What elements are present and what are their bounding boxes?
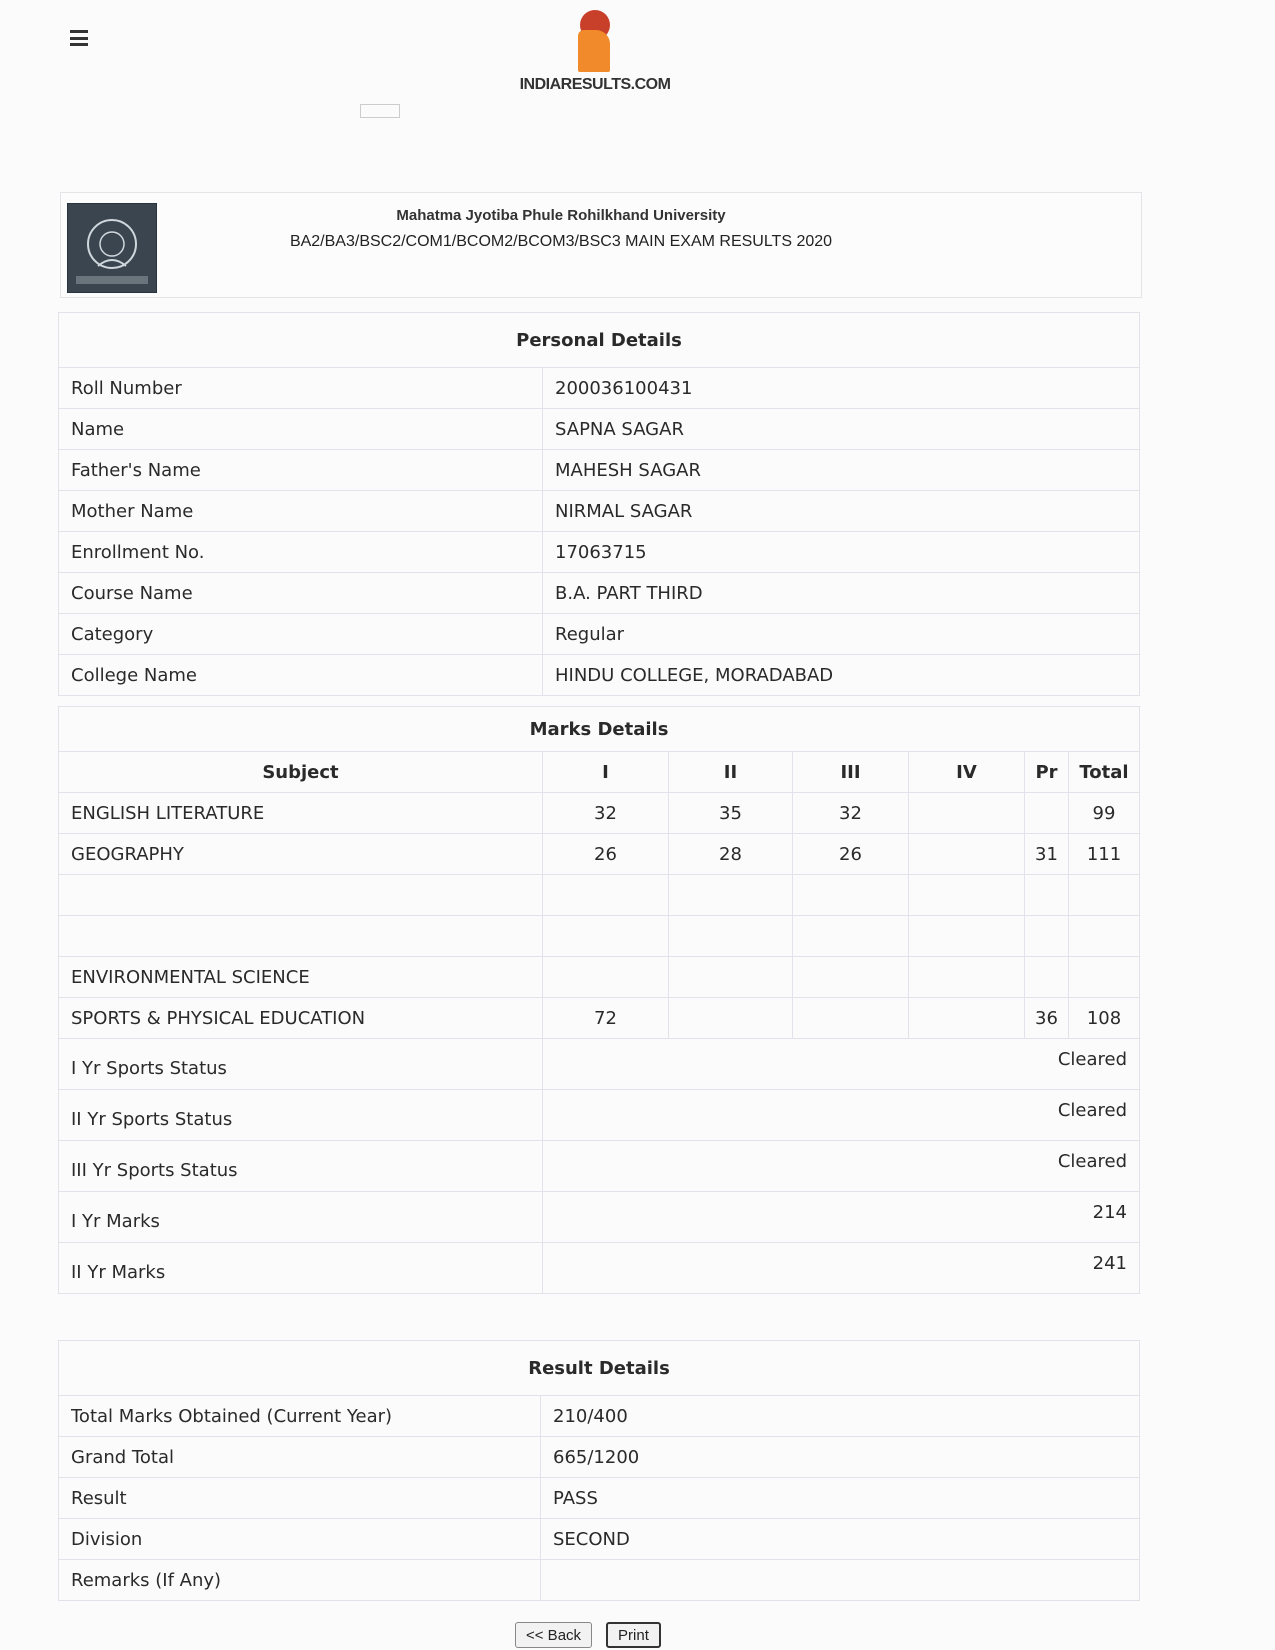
college-name-value: HINDU COLLEGE, MORADABAD xyxy=(543,655,1140,696)
mark-cell xyxy=(909,916,1025,957)
mark-cell xyxy=(909,793,1025,834)
grand-total-label: Grand Total xyxy=(59,1437,541,1478)
total-cell: 108 xyxy=(1069,998,1140,1039)
sports-status-1-label: I Yr Sports Status xyxy=(59,1039,543,1090)
name-value: SAPNA SAGAR xyxy=(543,409,1140,450)
table-row xyxy=(59,1560,1140,1601)
mark-cell: 31 xyxy=(1025,834,1069,875)
subject-cell xyxy=(59,875,543,916)
sports-status-2-label: II Yr Sports Status xyxy=(59,1090,543,1141)
remarks-value xyxy=(541,1560,1140,1601)
category-value: Regular xyxy=(543,614,1140,655)
table-row xyxy=(59,573,1140,614)
mark-cell xyxy=(793,957,909,998)
subject-cell: GEOGRAPHY xyxy=(59,834,543,875)
mark-cell xyxy=(793,916,909,957)
mark-cell xyxy=(1025,875,1069,916)
mark-cell: 32 xyxy=(543,793,669,834)
mark-cell: 26 xyxy=(543,834,669,875)
course-name-value: B.A. PART THIRD xyxy=(543,573,1140,614)
table-row xyxy=(59,368,1140,409)
division-label: Division xyxy=(59,1519,541,1560)
table-row xyxy=(59,532,1140,573)
total-header: Total xyxy=(1069,752,1140,793)
practical-header: Pr xyxy=(1025,752,1069,793)
grand-total-value: 665/1200 xyxy=(541,1437,1140,1478)
mother-name-value: NIRMAL SAGAR xyxy=(543,491,1140,532)
subject-cell: ENVIRONMENTAL SCIENCE xyxy=(59,957,543,998)
table-row xyxy=(59,409,1140,450)
mark-cell xyxy=(543,957,669,998)
broken-image-icon xyxy=(360,104,400,118)
table-row xyxy=(59,793,1140,834)
exam-title: BA2/BA3/BSC2/COM1/BCOM2/BCOM3/BSC3 MAIN EXAM RESULTS 2020 xyxy=(289,233,833,250)
father-name-value: MAHESH SAGAR xyxy=(543,450,1140,491)
table-row xyxy=(59,655,1140,696)
subject-cell: SPORTS & PHYSICAL EDUCATION xyxy=(59,998,543,1039)
table-row xyxy=(59,1437,1140,1478)
print-button[interactable]: Print xyxy=(606,1622,661,1648)
marks-details-table xyxy=(58,706,1140,1294)
mark-cell xyxy=(543,916,669,957)
result-label: Result xyxy=(59,1478,541,1519)
enrollment-label: Enrollment No. xyxy=(59,532,543,573)
mark-cell xyxy=(909,834,1025,875)
total-marks-label: Total Marks Obtained (Current Year) xyxy=(59,1396,541,1437)
roll-number-label: Roll Number xyxy=(59,368,543,409)
course-name-label: Course Name xyxy=(59,573,543,614)
mark-cell: 26 xyxy=(793,834,909,875)
subject-header: Subject xyxy=(59,752,543,793)
category-label: Category xyxy=(59,614,543,655)
personal-details-title: Personal Details xyxy=(59,313,1140,368)
table-row xyxy=(59,614,1140,655)
table-row xyxy=(59,957,1140,998)
mark-cell: 36 xyxy=(1025,998,1069,1039)
mark-cell: 32 xyxy=(793,793,909,834)
table-row xyxy=(59,1396,1140,1437)
personal-details-table xyxy=(58,312,1140,696)
result-value: PASS xyxy=(541,1478,1140,1519)
paper-iv-header: IV xyxy=(909,752,1025,793)
paper-ii-header: II xyxy=(669,752,793,793)
sports-status-3-value: Cleared xyxy=(543,1141,1140,1192)
mark-cell xyxy=(1025,916,1069,957)
result-details-title: Result Details xyxy=(59,1341,1140,1396)
total-cell: 99 xyxy=(1069,793,1140,834)
subject-cell xyxy=(59,916,543,957)
table-row xyxy=(59,1192,1140,1243)
result-details-table xyxy=(58,1340,1140,1601)
logo-text: INDIARESULTS.COM xyxy=(519,76,671,93)
year-2-marks-label: II Yr Marks xyxy=(59,1243,543,1294)
table-row xyxy=(59,1478,1140,1519)
mark-cell xyxy=(669,957,793,998)
paper-i-header: I xyxy=(543,752,669,793)
mark-cell xyxy=(909,875,1025,916)
table-row xyxy=(59,1243,1140,1294)
mark-cell xyxy=(669,916,793,957)
mark-cell xyxy=(669,875,793,916)
marks-header-row xyxy=(59,752,1140,793)
subject-cell: ENGLISH LITERATURE xyxy=(59,793,543,834)
sports-status-2-value: Cleared xyxy=(543,1090,1140,1141)
mark-cell xyxy=(909,957,1025,998)
table-row xyxy=(59,1039,1140,1090)
mark-cell xyxy=(669,998,793,1039)
year-1-marks-value: 214 xyxy=(543,1192,1140,1243)
action-buttons xyxy=(515,1622,661,1648)
year-2-marks-value: 241 xyxy=(543,1243,1140,1294)
table-row xyxy=(59,916,1140,957)
marks-details-title: Marks Details xyxy=(59,707,1140,752)
mark-cell xyxy=(543,875,669,916)
total-marks-value: 210/400 xyxy=(541,1396,1140,1437)
table-row xyxy=(59,450,1140,491)
mark-cell xyxy=(793,875,909,916)
result-header xyxy=(60,192,1142,298)
table-row xyxy=(59,875,1140,916)
year-1-marks-label: I Yr Marks xyxy=(59,1192,543,1243)
paper-iii-header: III xyxy=(793,752,909,793)
menu-icon[interactable] xyxy=(70,30,88,46)
mark-cell xyxy=(1025,793,1069,834)
college-name-label: College Name xyxy=(59,655,543,696)
enrollment-value: 17063715 xyxy=(543,532,1140,573)
mark-cell xyxy=(793,998,909,1039)
table-row xyxy=(59,998,1140,1039)
table-row xyxy=(59,1519,1140,1560)
mark-cell: 72 xyxy=(543,998,669,1039)
division-value: SECOND xyxy=(541,1519,1140,1560)
site-logo[interactable] xyxy=(500,10,690,95)
father-name-label: Father's Name xyxy=(59,450,543,491)
sports-status-3-label: III Yr Sports Status xyxy=(59,1141,543,1192)
total-cell xyxy=(1069,916,1140,957)
total-cell: 111 xyxy=(1069,834,1140,875)
table-row xyxy=(59,491,1140,532)
mark-cell: 35 xyxy=(669,793,793,834)
sports-status-1-value: Cleared xyxy=(543,1039,1140,1090)
mark-cell xyxy=(909,998,1025,1039)
mark-cell: 28 xyxy=(669,834,793,875)
indiaresults-logo-icon xyxy=(575,10,615,72)
total-cell xyxy=(1069,875,1140,916)
table-row xyxy=(59,834,1140,875)
back-button[interactable]: << Back xyxy=(515,1622,592,1648)
table-row xyxy=(59,1141,1140,1192)
mother-name-label: Mother Name xyxy=(59,491,543,532)
remarks-label: Remarks (If Any) xyxy=(59,1560,541,1601)
mark-cell xyxy=(1025,957,1069,998)
roll-number-value: 200036100431 xyxy=(543,368,1140,409)
name-label: Name xyxy=(59,409,543,450)
table-row xyxy=(59,1090,1140,1141)
university-name: Mahatma Jyotiba Phule Rohilkhand University xyxy=(396,207,726,224)
total-cell xyxy=(1069,957,1140,998)
